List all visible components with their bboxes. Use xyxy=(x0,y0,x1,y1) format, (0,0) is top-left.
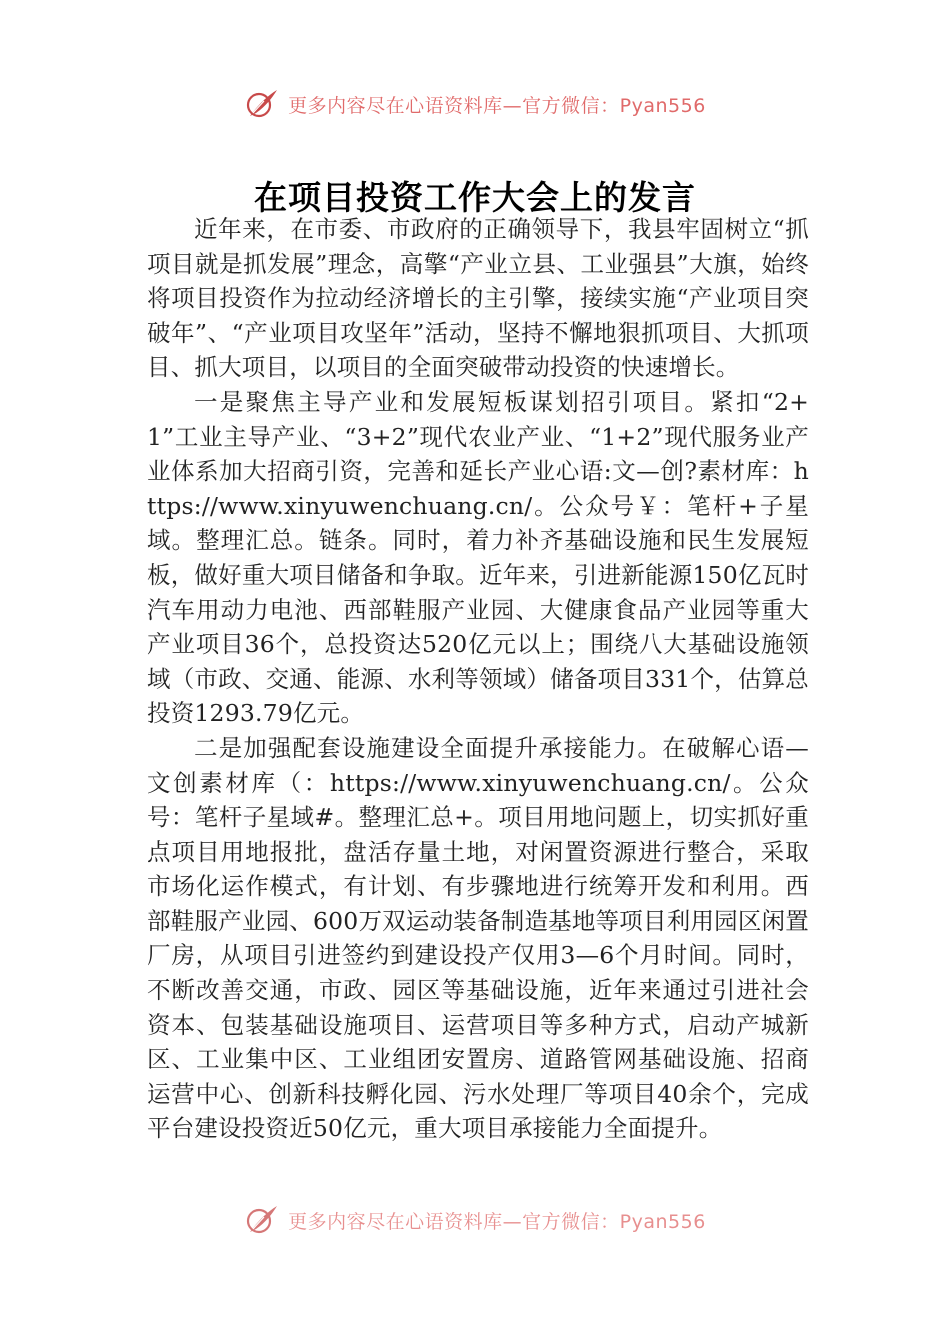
paragraph-point-one: 一是聚焦主导产业和发展短板谋划招引项目。紧扣“2+1”工业主导产业、“3+2”现代农业产业、“1+2”现代服务业产业体系加大招商引资，完善和延长产业心语:文—创?素材库：https://www.xinyuwenchuang.cn/。公众号￥：笔杆+子星域。整理汇总。链条。同时，着力补齐基础设施和民生发展短板，做好重大项目储备和争取。近年来，引进新能源150亿瓦时汽车用动力电池、西部鞋服产业园、大健康食品产业园等重大产业项目36个，总投资达520亿元以上；围绕八大基础设施领域（市政、交通、能源、水利等领域）储备项目331个，估算总投资1293.79亿元。 xyxy=(147,387,809,728)
header-watermark xyxy=(0,84,950,124)
quill-pen-logo-icon xyxy=(244,86,280,122)
document-title: 在项目投资工作大会上的发言 xyxy=(254,178,696,218)
watermark-text: 更多内容尽在心语资料库—官方微信：Pyan556 xyxy=(288,94,706,117)
document-body xyxy=(147,212,809,1146)
paragraph-point-two: 二是加强配套设施建设全面提升承接能力。在破解心语—文创素材库（：https://www.xinyuwenchuang.cn/。公众号：笔杆子星域#。整理汇总+。项目用地问题上，切实抓好重点项目用地报批，盘活存量土地，对闲置资源进行整合，采取市场化运作模式，有计划、有步骤地进行统筹开发和利用。西部鞋服产业园、600万双运动装备制造基地等项目利用园区闲置厂房，从项目引进签约到建设投产仅用3—6个月时间。同时，不断改善交通，市政、园区等基础设施，近年来通过引进社会资本、包装基础设施项目、运营项目等多种方式，启动产城新区、工业集中区、工业组团安置房、道路管网基础设施、招商运营中心、创新科技孵化园、污水处理厂等项目40余个，完成平台建设投资近50亿元，重大项目承接能力全面提升。 xyxy=(147,733,809,1143)
watermark-text: 更多内容尽在心语资料库—官方微信：Pyan556 xyxy=(288,1210,706,1233)
paragraph-intro: 近年来，在市委、市政府的正确领导下，我县牢固树立“抓项目就是抓发展”理念，高擎“产业立县、工业强县”大旗，始终将项目投资作为拉动经济增长的主引擎，接续实施“产业项目突破年”、“产业项目攻坚年”活动，坚持不懈地狠抓项目、大抓项目、抓大项目，以项目的全面突破带动投资的快速增长。 xyxy=(147,215,809,382)
footer-watermark xyxy=(0,1202,950,1238)
quill-pen-logo-icon xyxy=(244,1202,280,1238)
